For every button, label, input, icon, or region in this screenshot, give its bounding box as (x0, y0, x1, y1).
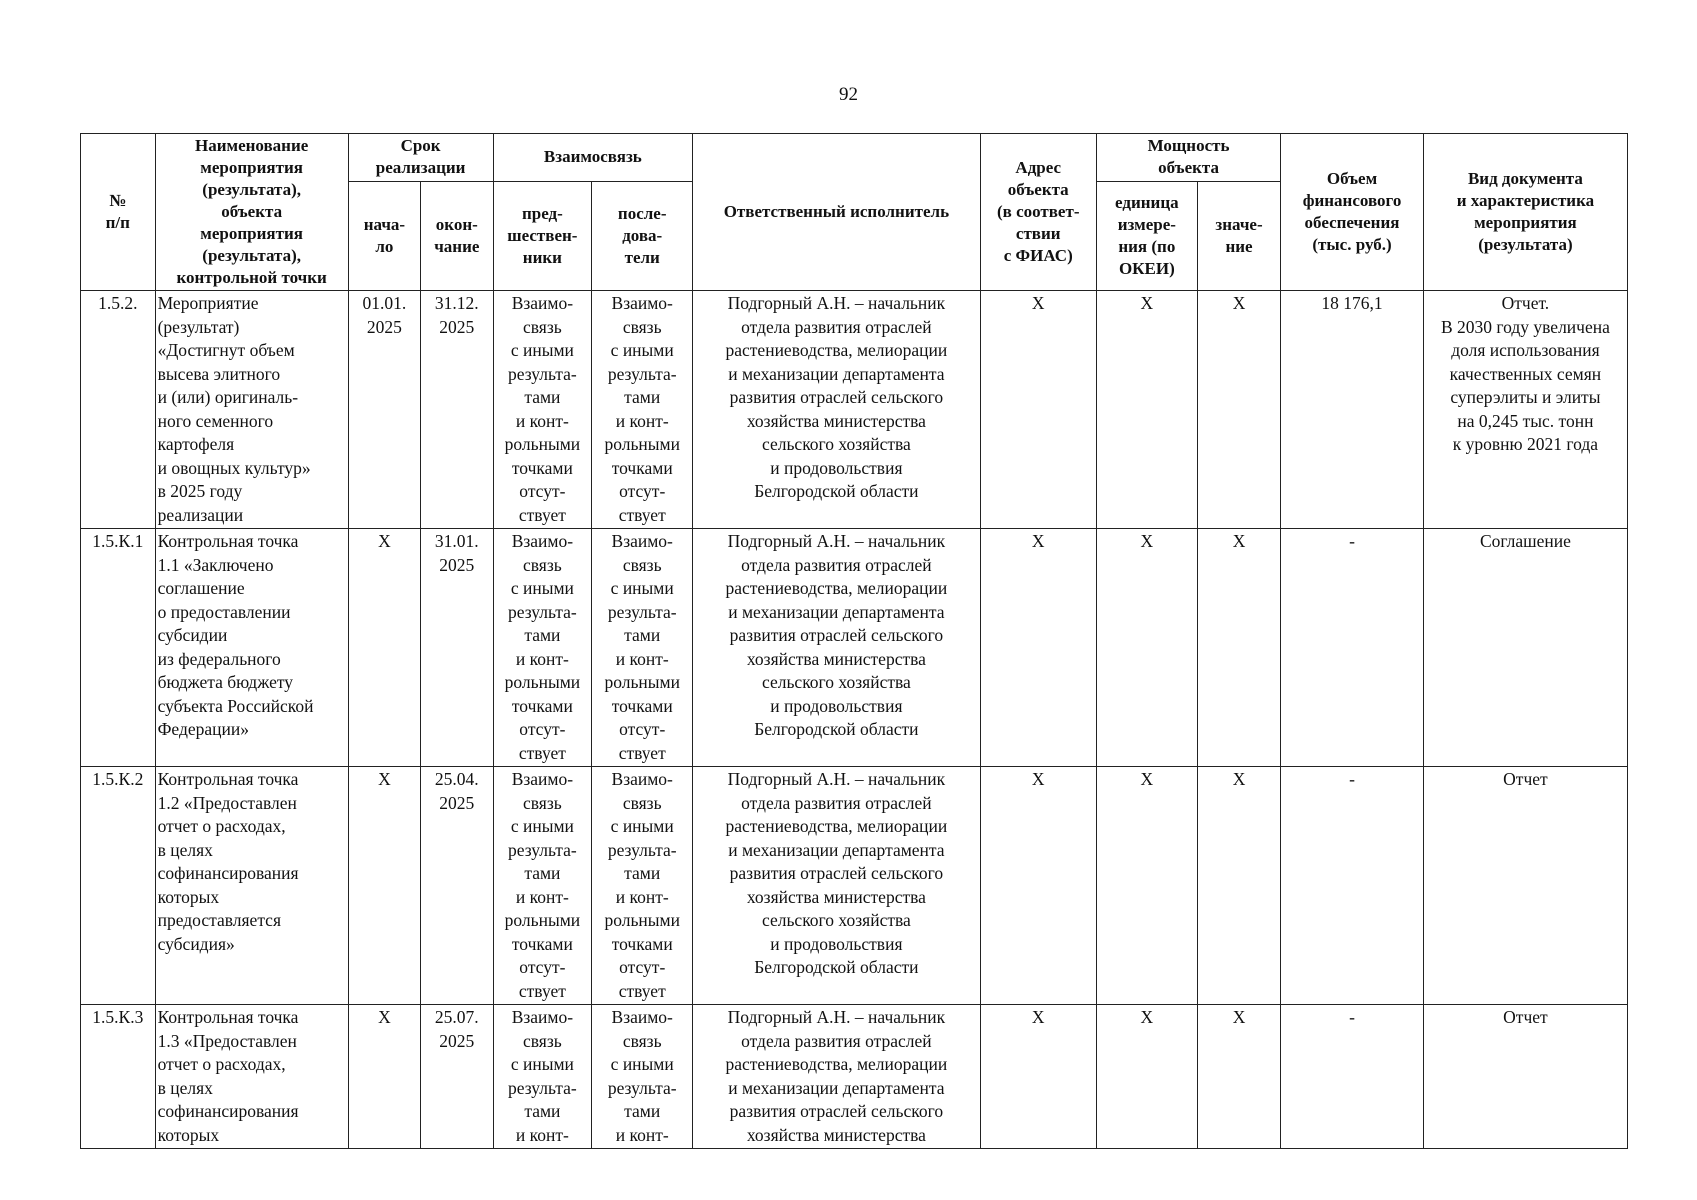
text-line: шествен- (507, 225, 578, 245)
text-line: 2025 (439, 792, 475, 813)
text-line: предоставляется (157, 910, 281, 930)
text-line: (результата) (1478, 235, 1573, 254)
header-end (421, 181, 493, 290)
text-line: с иными (610, 1054, 674, 1074)
text-line: ствии (1015, 224, 1061, 243)
text-line: обеспечения (1304, 213, 1400, 232)
text-line: и конт- (515, 1124, 569, 1145)
text-line: Х (378, 531, 391, 551)
header-predecessors (493, 181, 592, 290)
text-line: Подгорный А.Н. – начальник (727, 1007, 946, 1027)
activity-name-cell (155, 291, 348, 529)
responsible-executor-cell (693, 1005, 980, 1149)
text-line: Отчет (1503, 769, 1548, 789)
text-line: субсидии (157, 625, 228, 645)
header-unit (1096, 181, 1197, 290)
text-line: Взаимо- (511, 293, 574, 313)
header-address (980, 134, 1096, 291)
document-type-cell (1423, 767, 1627, 1005)
text-line: Белгородской области (754, 957, 919, 977)
predecessors-cell (493, 291, 592, 529)
text-line: результа- (508, 1077, 577, 1098)
text-line: софинансирования (157, 863, 299, 883)
text-line: Соглашение (1479, 531, 1571, 551)
text-line: развития отраслей сельского (729, 387, 944, 407)
text-line: тами (524, 387, 561, 407)
responsible-executor-cell (693, 291, 980, 529)
text-line: софинансирования (157, 1101, 299, 1121)
text-line: 25.04. (434, 769, 479, 789)
text-line: и конт- (615, 648, 669, 669)
text-line: в целях (157, 1077, 213, 1098)
text-line: Х (1232, 531, 1246, 551)
text-line: тами (524, 863, 561, 883)
text-line: 1.5.К.1 (92, 531, 144, 551)
text-line: тели (624, 247, 660, 267)
capacity-value-cell (1197, 529, 1280, 767)
text-line: тами (624, 863, 661, 883)
table-row (81, 291, 1628, 529)
text-line: 2025 (366, 316, 402, 337)
text-line: развития отраслей сельского (729, 625, 944, 645)
text-line: Взаимо- (611, 769, 673, 789)
text-line: 1.2 «Предоставлен (157, 792, 297, 813)
successors-cell (592, 767, 693, 1005)
text-line: точками (611, 457, 673, 478)
text-line: (результата), (202, 246, 301, 265)
text-line: картофеля (157, 434, 235, 454)
predecessors-cell (493, 767, 592, 1005)
text-line: отсут- (619, 957, 666, 977)
text-line: сельского хозяйства (761, 434, 911, 454)
text-line: (результат) (157, 316, 240, 337)
text-line: ния (по (1118, 236, 1176, 256)
text-line: объекта (1158, 158, 1219, 178)
header-capacity (1096, 134, 1280, 182)
text-line: единица (1115, 192, 1179, 212)
text-line: 31.12. (434, 293, 479, 313)
text-line: хозяйства министерства (746, 1124, 926, 1145)
text-line: тами (624, 1101, 661, 1121)
text-line: дова- (622, 225, 663, 245)
text-line: рольными (604, 672, 680, 692)
text-line: рольными (604, 910, 680, 930)
text-line: мероприятия (200, 158, 303, 177)
text-line: Х (1232, 769, 1246, 789)
text-line: Вид документа (1467, 169, 1583, 188)
text-line: № (109, 191, 127, 210)
text-line: мероприятия (1474, 213, 1577, 232)
text-line: ОКЕИ) (1118, 258, 1175, 278)
responsible-executor-cell (693, 529, 980, 767)
finance-volume-cell (1281, 767, 1424, 1005)
text-line: точками (511, 933, 573, 954)
text-line: и овощных культур» (157, 457, 311, 478)
text-line: результа- (508, 363, 577, 384)
document-type-cell (1423, 1005, 1627, 1149)
text-line: В 2030 году увеличена (1440, 316, 1610, 337)
text-line: Подгорный А.Н. – начальник (727, 293, 946, 313)
predecessors-cell (493, 1005, 592, 1149)
text-line: связь (622, 792, 662, 813)
text-line: - (1349, 531, 1355, 551)
text-line: нача- (363, 214, 406, 234)
text-line: 1.5.К.2 (92, 769, 144, 789)
successors-cell (592, 1005, 693, 1149)
text-line: растениеводства, мелиорации (725, 816, 948, 836)
text-line: измере- (1117, 214, 1176, 234)
text-line: финансового (1302, 191, 1402, 210)
text-line: и продовольствия (770, 695, 903, 716)
text-line: субсидия» (157, 933, 235, 954)
end-date-cell (421, 1005, 493, 1149)
header-start (348, 181, 420, 290)
text-line: 01.01. (362, 293, 407, 313)
text-line: результа- (607, 1077, 677, 1098)
text-line: бюджета бюджету (157, 672, 294, 692)
text-line: растениеводства, мелиорации (725, 340, 948, 360)
capacity-unit-cell (1096, 1005, 1197, 1149)
object-address-cell (980, 1005, 1096, 1149)
capacity-value-cell (1197, 767, 1280, 1005)
text-line: соглашение (157, 578, 245, 598)
text-line: и конт- (615, 886, 669, 907)
text-line: Белгородской области (754, 481, 919, 501)
text-line: тами (524, 1101, 561, 1121)
text-line: и (или) оригиналь- (157, 387, 299, 407)
end-date-cell (421, 767, 493, 1005)
text-line: в 2025 году (157, 481, 243, 501)
text-line: рольными (504, 910, 581, 930)
text-line: Взаимо- (611, 293, 673, 313)
text-line: 18 176,1 (1321, 293, 1383, 313)
text-line: хозяйства министерства (746, 648, 926, 669)
text-line: суперэлиты и элиты (1450, 387, 1601, 407)
text-line: 1.5.2. (98, 293, 138, 313)
text-line: хозяйства министерства (746, 886, 926, 907)
text-line: ного семенного (157, 410, 274, 431)
text-line: Взаимо- (511, 769, 574, 789)
text-line: сельского хозяйства (761, 910, 911, 930)
text-line: 1.3 «Предоставлен (157, 1030, 297, 1051)
text-line: контрольной точки (176, 268, 327, 287)
text-line: ло (375, 236, 394, 256)
start-date-cell (348, 767, 420, 1005)
text-line: из федерального (157, 648, 281, 669)
finance-volume-cell (1281, 1005, 1424, 1149)
header-successors (592, 181, 693, 290)
object-address-cell (980, 529, 1096, 767)
text-line: с ФИАС) (1003, 246, 1073, 265)
row-number-cell (81, 767, 156, 1005)
text-line: с иными (610, 816, 674, 836)
text-line: и конт- (515, 410, 569, 431)
text-line: «Достигнут объем (157, 340, 295, 360)
text-line: 2025 (439, 1030, 475, 1051)
text-line: с иными (510, 340, 574, 360)
text-line: (в соответ- (996, 202, 1080, 221)
text-line: ствует (518, 504, 566, 525)
text-line: ствует (618, 504, 666, 525)
text-line: мероприятия (200, 224, 303, 243)
start-date-cell (348, 529, 420, 767)
capacity-unit-cell (1096, 529, 1197, 767)
text-line: ствует (618, 980, 666, 1001)
text-line: Контрольная точка (157, 1007, 299, 1027)
text-line: и механизации департамента (728, 1077, 945, 1098)
text-line: объекта (1007, 180, 1069, 199)
text-line: ние (1225, 236, 1253, 256)
predecessors-cell (493, 529, 592, 767)
object-address-cell (980, 767, 1096, 1005)
text-line: высева элитного (157, 363, 281, 384)
text-line: и механизации департамента (728, 601, 945, 622)
text-line: и механизации департамента (728, 839, 945, 860)
text-line: Взаимо- (611, 1007, 673, 1027)
text-line: Мощность (1147, 136, 1230, 156)
text-line: 25.07. (434, 1007, 479, 1027)
text-line: результа- (607, 601, 677, 622)
text-line: отсут- (619, 481, 666, 501)
text-line: связь (523, 792, 562, 813)
successors-cell (592, 529, 693, 767)
text-line: рольными (504, 672, 581, 692)
finance-volume-cell (1281, 529, 1424, 767)
text-line: Контрольная точка (157, 531, 299, 551)
text-line: в целях (157, 839, 213, 860)
text-line: реализации (375, 158, 466, 178)
text-line: Х (1031, 769, 1045, 789)
text-line: с иными (610, 578, 674, 598)
text-line: субъекта Российской (157, 695, 314, 716)
header-relation: Взаимосвязь (493, 134, 693, 182)
text-line: с иными (510, 816, 574, 836)
capacity-value-cell (1197, 291, 1280, 529)
text-line: реализации (157, 504, 244, 525)
text-line: п/п (105, 213, 130, 232)
text-line: сельского хозяйства (761, 672, 911, 692)
text-line: и продовольствия (770, 457, 903, 478)
text-line: и конт- (615, 410, 669, 431)
text-line: Х (1031, 1007, 1045, 1027)
text-line: (тыс. руб.) (1312, 235, 1392, 254)
header-responsible: Ответственный исполнитель (693, 134, 980, 291)
text-line: Подгорный А.Н. – начальник (727, 769, 946, 789)
text-line: ствует (618, 742, 666, 763)
capacity-unit-cell (1096, 767, 1197, 1005)
text-line: о предоставлении (157, 601, 291, 622)
text-line: с иными (510, 1054, 574, 1074)
text-line: Х (1232, 293, 1246, 313)
text-line: Х (1140, 531, 1154, 551)
capacity-unit-cell (1096, 291, 1197, 529)
start-date-cell (348, 1005, 420, 1149)
text-line: хозяйства министерства (746, 410, 926, 431)
text-line: объекта (221, 202, 283, 221)
text-line: точками (611, 933, 673, 954)
text-line: Подгорный А.Н. – начальник (727, 531, 946, 551)
page-number: 92 (839, 84, 858, 105)
text-line: 2025 (439, 316, 475, 337)
text-line: растениеводства, мелиорации (725, 578, 948, 598)
text-line: развития отраслей сельского (729, 863, 944, 883)
text-line: 1.1 «Заключено (157, 554, 274, 575)
text-line: окон- (435, 214, 478, 234)
document-type-cell (1423, 529, 1627, 767)
document-type-cell (1423, 291, 1627, 529)
text-line: которых (157, 886, 220, 907)
text-line: Наименование (194, 136, 309, 155)
header-name (155, 134, 348, 291)
header-value (1197, 181, 1280, 290)
text-line: Федерации» (157, 719, 249, 739)
text-line: растениеводства, мелиорации (725, 1054, 948, 1074)
text-line: Мероприятие (157, 293, 259, 313)
text-line: результа- (508, 601, 577, 622)
text-line: точками (511, 457, 573, 478)
text-line: Х (378, 1007, 391, 1027)
text-line: и конт- (515, 648, 569, 669)
activity-name-cell (155, 529, 348, 767)
table-row (81, 767, 1628, 1005)
text-line: Х (1140, 769, 1154, 789)
text-line: отдела развития отраслей (741, 1030, 932, 1051)
text-line: к уровню 2021 года (1452, 434, 1599, 454)
header-finance (1281, 134, 1424, 291)
text-line: Х (1031, 531, 1045, 551)
text-line: результа- (508, 839, 577, 860)
text-line: и конт- (615, 1124, 669, 1145)
table-row (81, 1005, 1628, 1149)
text-line: с иными (510, 578, 574, 598)
text-line: 1.5.К.3 (92, 1007, 144, 1027)
text-line: Х (1031, 293, 1045, 313)
text-line: 2025 (439, 554, 475, 575)
text-line: с иными (610, 340, 674, 360)
text-line: Х (378, 769, 391, 789)
capacity-value-cell (1197, 1005, 1280, 1149)
text-line: тами (624, 625, 661, 645)
text-line: результа- (607, 839, 677, 860)
text-line: точками (511, 695, 573, 716)
header-doc (1423, 134, 1627, 291)
text-line: и механизации департамента (728, 363, 945, 384)
text-line: связь (622, 554, 662, 575)
text-line: и конт- (515, 886, 569, 907)
text-line: Контрольная точка (157, 769, 299, 789)
text-line: Срок (400, 136, 441, 156)
text-line: доля использования (1451, 340, 1600, 360)
text-line: 31.01. (434, 531, 479, 551)
text-line: точками (611, 695, 673, 716)
text-line: пред- (521, 203, 563, 223)
text-line: тами (624, 387, 661, 407)
text-line: Х (1140, 293, 1154, 313)
text-line: ствует (518, 742, 566, 763)
end-date-cell (421, 529, 493, 767)
text-line: отсут- (519, 957, 566, 977)
text-line: значе- (1215, 214, 1263, 234)
text-line: ники (522, 247, 562, 267)
text-line: Объем (1326, 169, 1378, 188)
finance-volume-cell (1281, 291, 1424, 529)
text-line: - (1349, 1007, 1355, 1027)
header-num (81, 134, 156, 291)
text-line: Взаимо- (611, 531, 673, 551)
start-date-cell (348, 291, 420, 529)
responsible-executor-cell (693, 767, 980, 1005)
text-line: качественных семян (1449, 363, 1602, 384)
text-line: связь (523, 554, 562, 575)
text-line: отдела развития отраслей (741, 554, 932, 575)
text-line: Адрес (1015, 158, 1062, 177)
text-line: отчет о расходах, (157, 816, 286, 836)
text-line: Белгородской области (754, 719, 919, 739)
text-line: Х (1140, 1007, 1154, 1027)
text-line: - (1349, 769, 1355, 789)
text-line: отсут- (619, 719, 666, 739)
text-line: тами (524, 625, 561, 645)
text-line: и характеристика (1456, 191, 1595, 210)
text-line: отсут- (519, 481, 566, 501)
successors-cell (592, 291, 693, 529)
activity-name-cell (155, 767, 348, 1005)
activities-table (80, 133, 1628, 1149)
text-line: которых (157, 1124, 220, 1145)
text-line: результа- (607, 363, 677, 384)
end-date-cell (421, 291, 493, 529)
text-line: связь (622, 316, 662, 337)
text-line: связь (622, 1030, 662, 1051)
row-number-cell (81, 291, 156, 529)
text-line: отчет о расходах, (157, 1054, 286, 1074)
text-line: (результата), (202, 180, 301, 199)
text-line: и продовольствия (770, 933, 903, 954)
text-line: Взаимо- (511, 531, 574, 551)
text-line: связь (523, 1030, 562, 1051)
table-body (81, 291, 1628, 1149)
text-line: отдела развития отраслей (741, 316, 932, 337)
text-line: Х (1232, 1007, 1246, 1027)
text-line: развития отраслей сельского (729, 1101, 944, 1121)
text-line: Взаимо- (511, 1007, 574, 1027)
text-line: отдела развития отраслей (741, 792, 932, 813)
text-line: после- (617, 203, 667, 223)
text-line: связь (523, 316, 562, 337)
text-line: рольными (604, 434, 680, 454)
text-line: рольными (504, 434, 581, 454)
text-line: на 0,245 тыс. тонн (1457, 410, 1594, 431)
text-line: Отчет. (1501, 293, 1550, 313)
header-term (348, 134, 493, 182)
text-line: Отчет (1503, 1007, 1548, 1027)
activity-name-cell (155, 1005, 348, 1149)
row-number-cell (81, 1005, 156, 1149)
text-line: отсут- (519, 719, 566, 739)
row-number-cell (81, 529, 156, 767)
object-address-cell (980, 291, 1096, 529)
text-line: ствует (518, 980, 566, 1001)
table-row (81, 529, 1628, 767)
text-line: чание (434, 236, 480, 256)
